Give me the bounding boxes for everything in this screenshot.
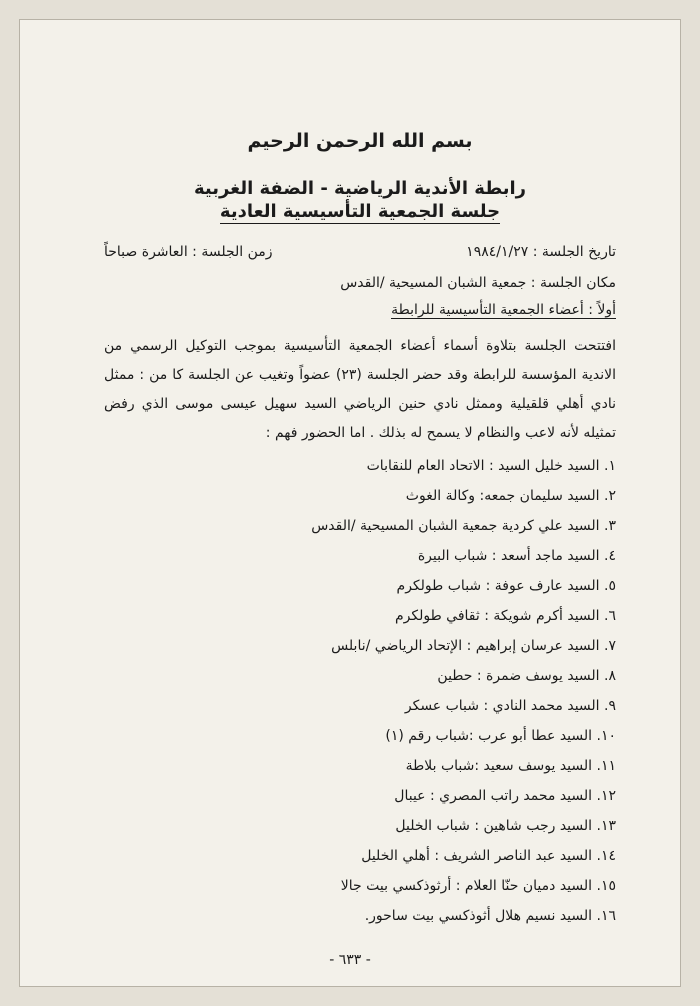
members-list <box>104 451 616 931</box>
page-number: - ٦٣٣ - <box>329 952 371 968</box>
session-time: زمن الجلسة : العاشرة صباحاً <box>104 244 273 260</box>
member-item: ٩. السيد محمد النادي : شباب عسكر <box>404 698 616 714</box>
session-place: مكان الجلسة : جمعية الشبان المسيحية /القدس <box>340 275 616 291</box>
member-item: ١٠. السيد عطا أبو عرب :شباب رقم (١) <box>385 728 616 744</box>
section-title-text: أولاً : أعضاء الجمعية التأسيسية للرابطة <box>391 302 616 318</box>
section-title <box>104 300 616 320</box>
member-item: ١٥. السيد دميان حنّا العلام : أرثوذكسي بيت جالا <box>340 878 616 894</box>
member-item: ٦. السيد أكرم شويكة : ثقافي طولكرم <box>394 608 616 624</box>
session-date: تاريخ الجلسة : ١٩٨٤/١/٢٧ <box>466 244 616 260</box>
member-item: ٤. السيد ماجد أسعد : شباب البيرة <box>417 548 616 564</box>
member-item: ١٢. السيد محمد راتب المصري : عيبال <box>394 788 616 804</box>
session-title-text: جلسة الجمعية التأسيسية العادية <box>219 201 501 222</box>
document-body <box>104 130 616 931</box>
member-item: ٢. السيد سليمان جمعه: وكالة الغوث <box>405 488 616 504</box>
member-item: ٨. السيد يوسف ضمرة : حطين <box>437 668 616 684</box>
member-item: ١. السيد خليل السيد : الاتحاد العام للنقابات <box>366 458 616 474</box>
session-title <box>104 201 616 222</box>
member-item: ٥. السيد عارف عوفة : شباب طولكرم <box>396 578 616 594</box>
document-page <box>19 19 681 987</box>
organization-title: رابطة الأندية الرياضية - الضفة الغربية <box>193 178 527 199</box>
opening-paragraph: افتتحت الجلسة بتلاوة أسماء أعضاء الجمعية التأسيسية بموجب التوكيل الرسمي من الاندية المؤسسة للرابطة وقد حضر الجلسة (٢٣) عضواً وتغيب عن الجلسة كا من : ممثل نادي أهلي قلقيلية وممثل نادي حنين الرياضي السيد سهيل عيسى موسى الذي رفض تمثيله لأنه لاعب والنظام لا يسمح له بذلك . اما الحضور فهم : <box>104 338 616 441</box>
member-item: ١٤. السيد عبد الناصر الشريف : أهلي الخليل <box>361 848 616 864</box>
session-info-row <box>104 242 616 262</box>
member-item: ١٣. السيد رجب شاهين : شباب الخليل <box>395 818 616 834</box>
member-item: ١١. السيد يوسف سعيد :شباب بلاطة <box>405 758 616 774</box>
member-item: ٧. السيد عرسان إبراهيم : الإتحاد الرياضي /نابلس <box>331 638 616 654</box>
member-item: ١٦. السيد نسيم هلال أثوذكسي بيت ساحور. <box>364 908 616 924</box>
member-item: ٣. السيد علي كردية جمعية الشبان المسيحية /القدس <box>311 518 616 534</box>
basmala-heading: بسم الله الرحمن الرحيم <box>247 130 473 152</box>
